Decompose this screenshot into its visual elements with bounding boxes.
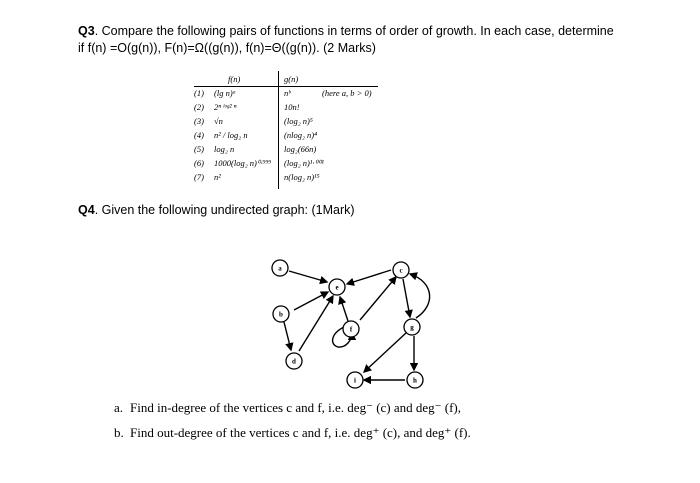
part-b-text: Find out-degree of the vertices c and f, i.e. deg⁺ (c), and deg⁺ (f). (130, 425, 471, 440)
row-4-index: (4) (194, 130, 204, 140)
row-3-g: (log₂ n)⁵ (284, 116, 313, 126)
row-5-g: log₂(66n) (284, 144, 317, 154)
row-1-index: (1) (194, 88, 204, 98)
row-7-g: n(log₂ n)¹⁵ (284, 172, 320, 182)
q3-text-line1: . Compare the following pairs of functions in terms of order of growth. In each case, determine (94, 24, 614, 38)
row-4-f: n² / log₂ n (214, 130, 248, 140)
node-g (404, 319, 420, 335)
node-g-label: g (410, 323, 414, 332)
edge-g-c (410, 274, 430, 318)
row-3-f: √n (214, 116, 223, 126)
part-b (114, 425, 471, 441)
table-horizontal-rule (194, 86, 378, 87)
node-a (272, 260, 288, 276)
node-d-label: d (292, 357, 296, 366)
node-f-label: f (349, 325, 353, 334)
q4-text: . Given the following undirected graph: (1Mark) (94, 203, 355, 217)
node-e (329, 279, 345, 295)
node-h-label: h (413, 376, 417, 385)
part-b-label: b. (114, 425, 124, 440)
node-i (347, 372, 363, 388)
q3-prompt-line2: if f(n) =O(g(n)), F(n)=Ω((g(n)), f(n)=Θ((g(n)). (2 Marks) (78, 41, 376, 55)
q4-prompt (78, 202, 355, 218)
edge-b-e (294, 292, 328, 310)
part-a-text: Find in-degree of the vertices c and f, i.e. deg⁻ (c) and deg⁻ (f), (130, 400, 462, 415)
row-1-f: (lg n)ᵃ (214, 88, 237, 98)
row-6-g: (log₂ n)¹·⁰⁰¹ (284, 158, 324, 168)
edge-f-e (340, 297, 348, 321)
functions-table (194, 71, 378, 189)
node-c-label: c (399, 266, 403, 275)
node-h (407, 372, 423, 388)
edge-g-i (364, 333, 406, 372)
node-f (343, 321, 359, 337)
row-4-g: (nlog₂ n)⁴ (284, 130, 318, 140)
row-2-g: 10n! (284, 102, 300, 112)
q3-prompt-line1 (78, 23, 614, 39)
row-5-index: (5) (194, 144, 204, 154)
row-2-index: (2) (194, 102, 204, 112)
row-6-index: (6) (194, 158, 204, 168)
part-a (114, 400, 461, 416)
edge-b-d (284, 322, 291, 350)
node-b (273, 306, 289, 322)
edge-f-c (360, 277, 396, 320)
row-7-index: (7) (194, 172, 204, 182)
table-vertical-rule (278, 71, 279, 189)
directed-graph (260, 250, 450, 395)
header-g: g(n) (284, 74, 299, 84)
part-a-label: a. (114, 400, 124, 415)
row-3-index: (3) (194, 116, 204, 126)
node-c (393, 262, 409, 278)
row-2-f: 2ⁿ ˡᵒᵍ² ⁿ (214, 102, 237, 112)
node-i-label: i (354, 376, 356, 385)
edge-c-g (403, 279, 410, 317)
row-1-g: nᵇ (284, 88, 291, 98)
node-e-label: e (335, 283, 339, 292)
table-note: (here a, b > 0) (322, 88, 372, 98)
row-5-f: log₂ n (214, 144, 235, 154)
node-b-label: b (279, 310, 283, 319)
q3-number: Q3 (78, 24, 95, 38)
row-7-f: n² (214, 172, 221, 182)
row-6-f: 1000(log₂ n)⁰·⁹⁹⁹ (214, 158, 272, 168)
header-f: f(n) (228, 74, 241, 84)
node-a-label: a (278, 264, 282, 273)
edge-a-e (289, 271, 327, 282)
edge-c-e (347, 270, 391, 284)
node-d (286, 353, 302, 369)
q4-number: Q4 (78, 203, 95, 217)
